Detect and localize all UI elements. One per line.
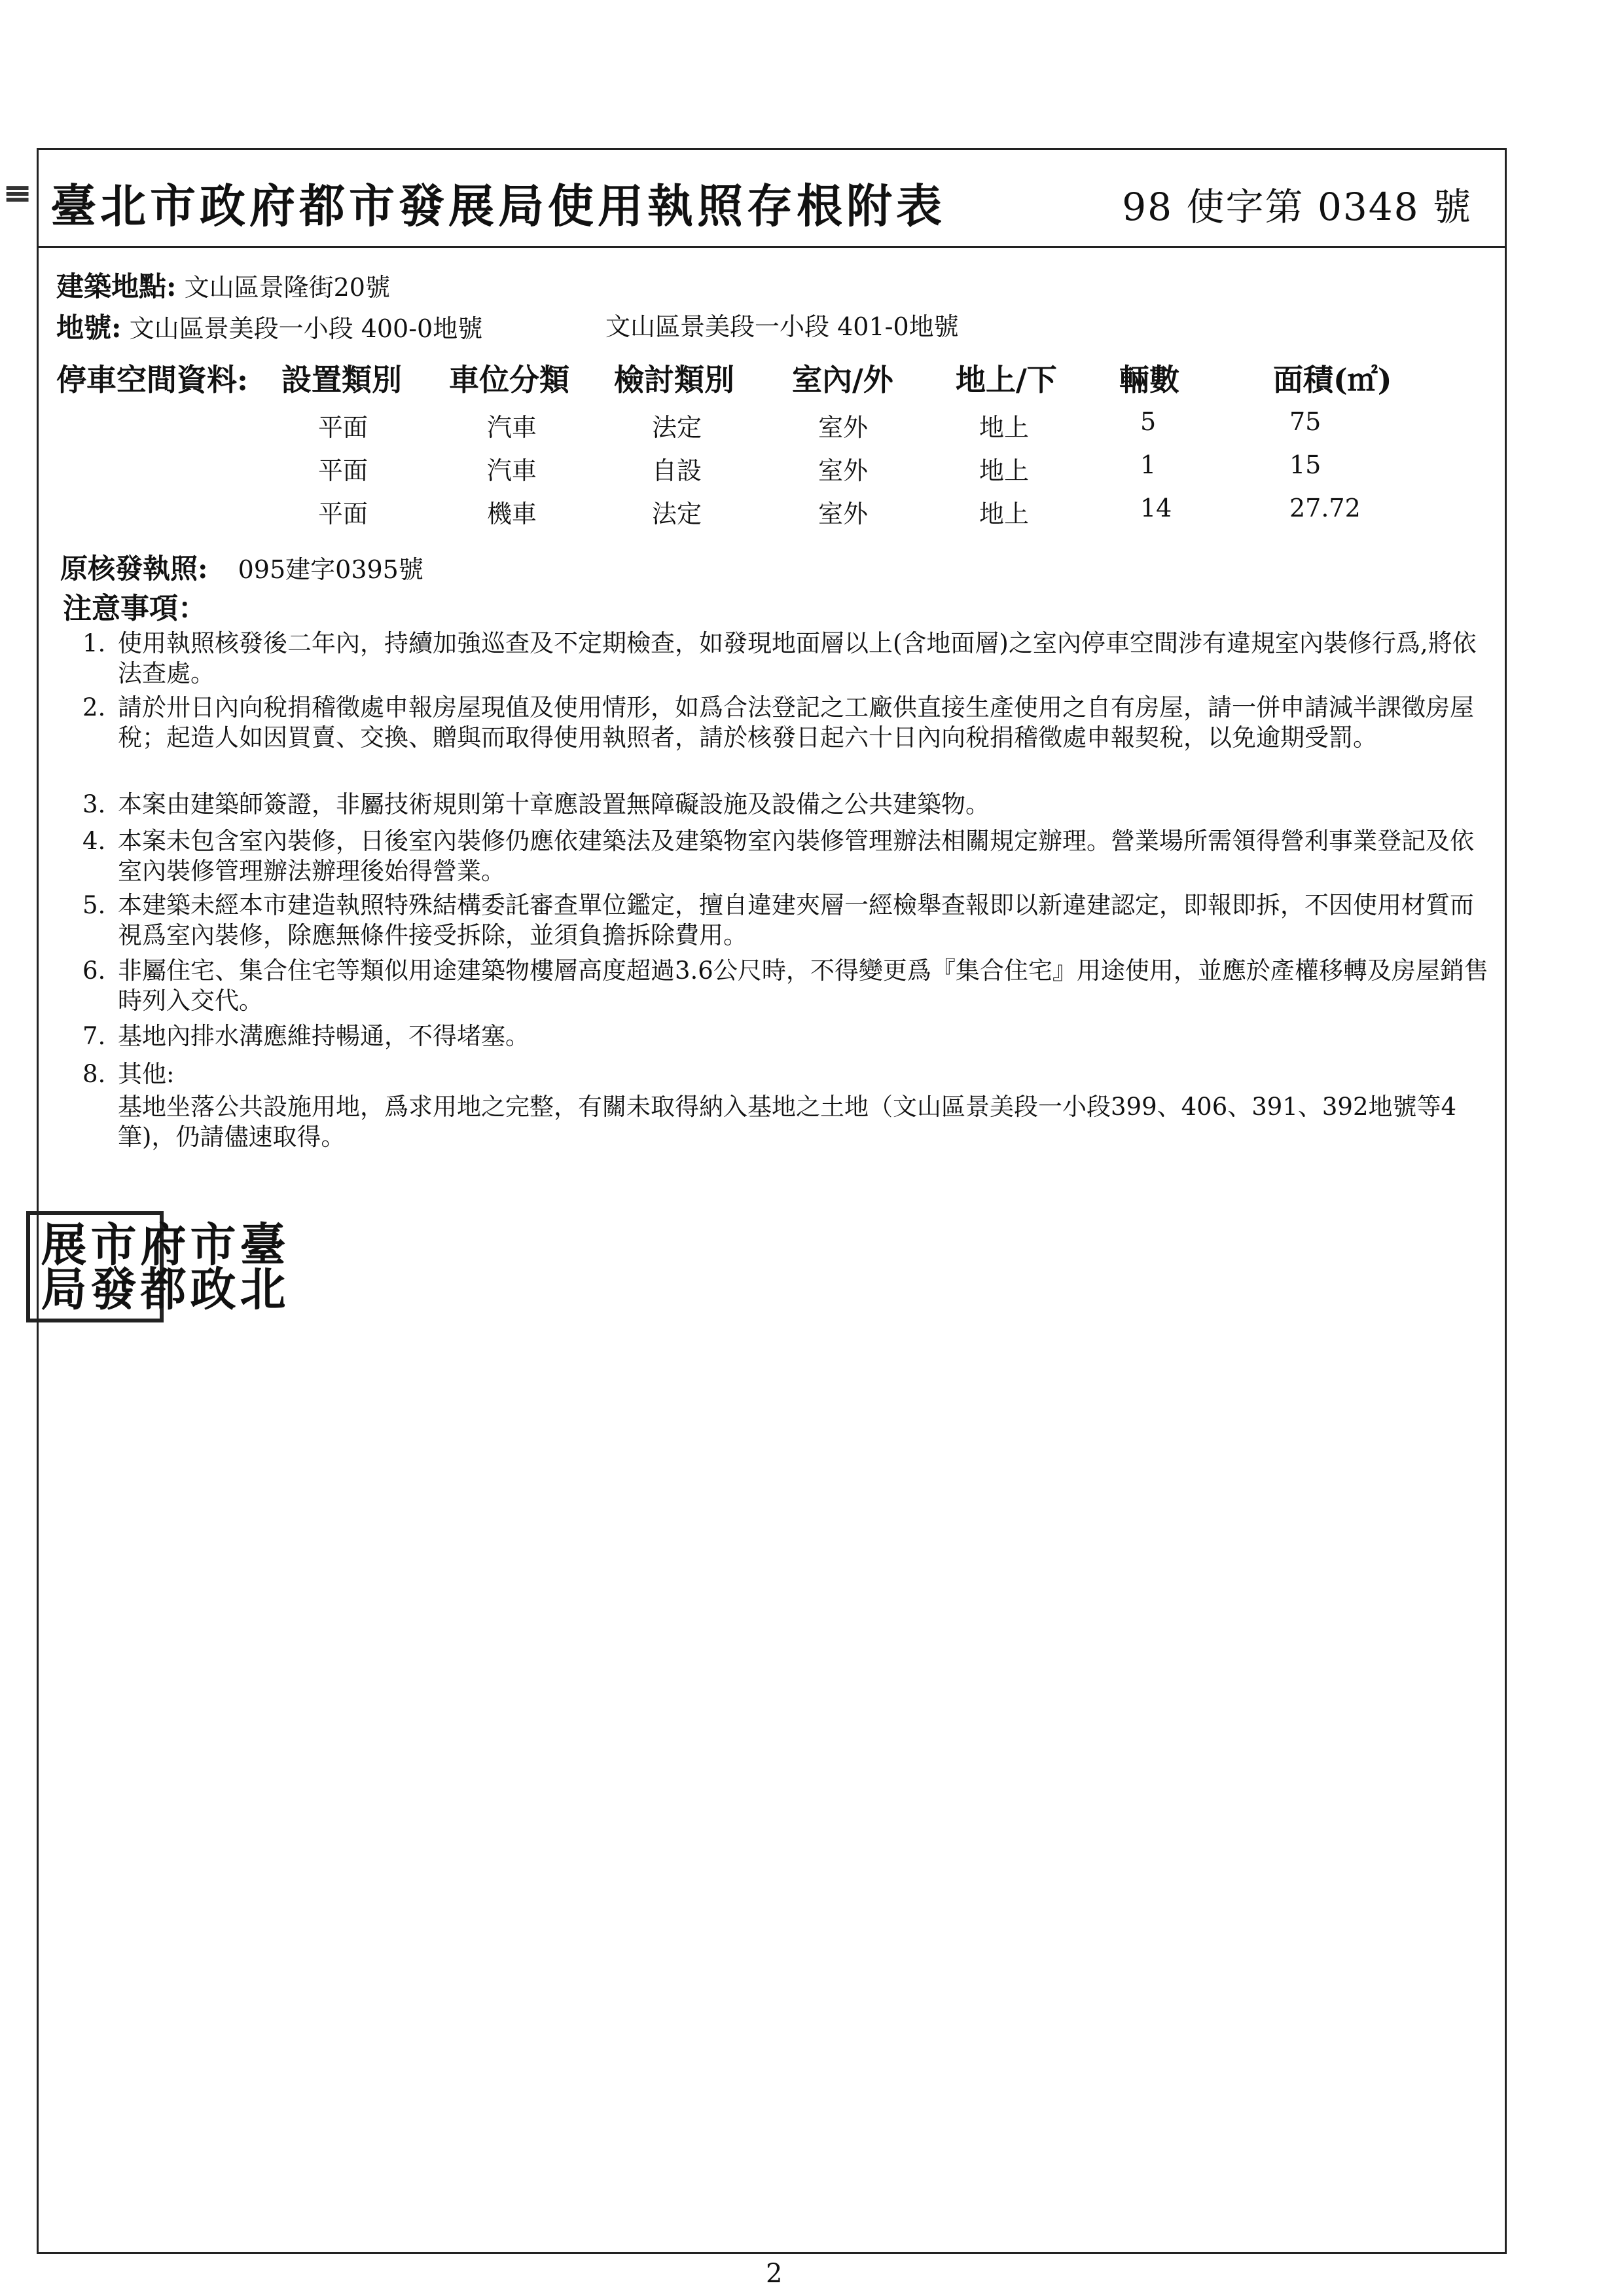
table-cell: 1 <box>1140 450 1157 479</box>
notice-text: 基地內排水溝應維持暢通，不得堵塞。 <box>118 1022 530 1050</box>
title-bar <box>39 150 1505 248</box>
notice-number: 4. <box>82 827 106 855</box>
notice-item <box>82 790 1490 820</box>
notice-text: 非屬住宅、集合住宅等類似用途建築物樓層高度超過3.6公尺時，不得變更爲『集合住宅』用途使用，並應於產權移轉及房屋銷售時列入交代。 <box>118 957 1488 1015</box>
col-header: 面積(㎡) <box>1273 362 1392 397</box>
form-frame <box>33 148 1507 2254</box>
notice-text: 請於卅日內向稅捐稽徵處申報房屋現值及使用情形，如爲合法登記之工廠供直接生產使用之自有房屋，請一併申請減半課徵房屋稅；起造人如因買賣、交換、贈與而取得使用執照者，請於核發日起六十日內向稅捐稽徵處申報契稅，以免逾期受罰。 <box>118 693 1474 752</box>
notice-number: 6. <box>82 957 106 985</box>
permit-number: 98 使字第 0348 號 <box>1122 185 1472 229</box>
notice-other-detail <box>82 1092 1490 1152</box>
table-cell: 27.72 <box>1289 494 1361 522</box>
notices-title: 注意事項： <box>63 592 207 625</box>
notice-item <box>82 629 1490 689</box>
official-seal <box>26 1211 287 1322</box>
table-cell: 機車 <box>487 500 537 528</box>
notice-text: 本建築未經本市建造執照特殊結構委託審查單位鑑定，擅自違建夾層一經檢舉查報即以新違建認定，即報即拆，不因使用材質而視爲室內裝修，除應無條件接受拆除，並須負擔拆除費用。 <box>118 891 1474 949</box>
table-cell: 5 <box>1140 407 1157 436</box>
notice-item <box>82 956 1490 1016</box>
notice-number: 7. <box>82 1022 106 1050</box>
table-cell: 平面 <box>318 456 369 485</box>
col-header: 輛數 <box>1119 362 1179 397</box>
notice-item <box>82 890 1490 951</box>
margin-mark: ≡ <box>3 172 33 213</box>
lot-row-2 <box>605 306 959 342</box>
table-cell: 15 <box>1289 450 1321 479</box>
notice-number: 3. <box>82 790 106 818</box>
lot-value-2: 文山區景美段一小段 401-0地號 <box>605 312 959 341</box>
notice-item <box>82 826 1490 886</box>
parking-label: 停車空間資料: <box>56 362 248 397</box>
page-number: 2 <box>766 2259 783 2289</box>
table-cell: 法定 <box>652 500 702 528</box>
notice-text: 本案由建築師簽證，非屬技術規則第十章應設置無障礙設施及設備之公共建築物。 <box>118 790 990 818</box>
original-permit-label: 原核發執照: <box>60 553 208 585</box>
address-label: 建築地點: <box>56 270 177 302</box>
original-permit-value: 095建字0395號 <box>238 555 423 584</box>
table-cell: 地上 <box>979 413 1030 442</box>
address-value: 文山區景隆街20號 <box>184 273 390 302</box>
table-cell: 法定 <box>652 413 702 442</box>
lot-value-1: 文山區景美段一小段 400-0地號 <box>129 314 483 343</box>
notice-number: 8. <box>82 1060 106 1088</box>
notice-number: 5. <box>82 891 106 919</box>
notice-text: 其他: <box>118 1060 175 1088</box>
document-title: 臺北市政府都市發展局使用執照存根附表 <box>50 179 946 233</box>
notice-item <box>82 1059 1490 1089</box>
notice-text: 使用執照核發後二年內，持續加強巡查及不定期檢查，如發現地面層以上(含地面層)之室內停車空間涉有違規室內裝修行爲,將依法查處。 <box>118 629 1477 687</box>
address-row <box>56 265 390 304</box>
notice-number: 1. <box>82 629 106 657</box>
table-cell: 汽車 <box>487 413 537 442</box>
table-cell: 平面 <box>318 413 369 442</box>
notice-item <box>82 1021 1490 1051</box>
table-cell: 地上 <box>979 500 1030 528</box>
col-header: 室內/外 <box>792 362 893 397</box>
notice-item <box>82 693 1490 753</box>
lot-row <box>56 306 482 346</box>
table-cell: 14 <box>1140 494 1172 522</box>
lot-label: 地號: <box>56 312 122 344</box>
notice-other-text: 基地坐落公共設施用地，爲求用地之完整，有關未取得納入基地之土地（文山區景美段一小段399、406、391、392地號等4筆)，仍請儘速取得。 <box>118 1093 1457 1151</box>
table-cell: 室外 <box>818 456 869 485</box>
table-cell: 平面 <box>318 500 369 528</box>
col-header: 車位分類 <box>449 362 569 397</box>
col-header: 地上/下 <box>956 362 1057 397</box>
notice-number: 2. <box>82 693 106 721</box>
table-cell: 室外 <box>818 413 869 442</box>
col-header: 設置類別 <box>281 362 402 397</box>
notice-text: 本案未包含室內裝修，日後室內裝修仍應依建築法及建築物室內裝修管理辦法相關規定辦理。營業場所需領得營利事業登記及依室內裝修管理辦法辦理後始得營業。 <box>118 827 1474 885</box>
seal-text: 臺北市政府都市發展局 <box>33 1220 287 1309</box>
col-header: 檢討類別 <box>614 362 734 397</box>
original-permit-row <box>60 547 423 587</box>
table-cell: 室外 <box>818 500 869 528</box>
table-cell: 地上 <box>979 456 1030 485</box>
table-cell: 自設 <box>652 456 702 485</box>
table-cell: 汽車 <box>487 456 537 485</box>
table-cell: 75 <box>1289 407 1321 436</box>
